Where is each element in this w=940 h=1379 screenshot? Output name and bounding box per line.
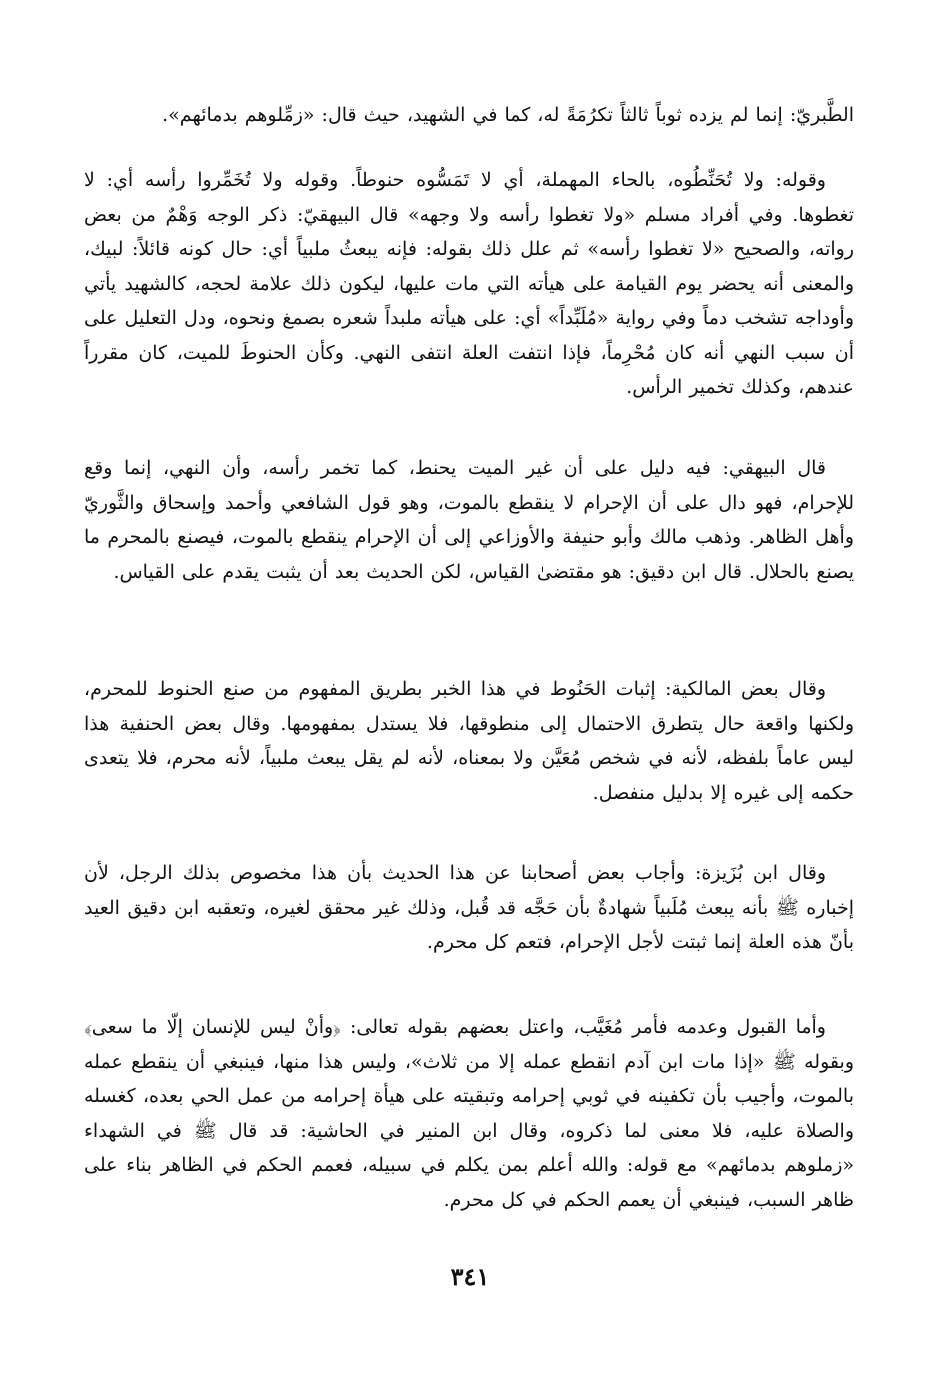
- page-number: ٣٤١: [450, 1262, 490, 1291]
- paragraph-3: قال البيهقي: فيه دليل على أن غير الميت يحنط، كما تخمر رأسه، وأن النهي، إنما وقع للإحرام، فهو دال على أن الإحرام لا ينقطع بالموت، وهو قول الشافعي وأحمد وإسحاق والثَّوريّ وأهل الظاهر. وذهب مالك وأبو حنيفة والأوزاعي إلى أن الإحرام ينقطع بالموت، فيصنع بالمحرم ما يصنع بالحلال. قال ابن دقيق: هو مقتضىٰ القياس، لكن الحديث بعد أن يثبت يقدم على القياس.: [84, 457, 854, 583]
- paragraph-5: وقال ابن بُزَيزة: وأجاب بعض أصحابنا عن هذا الحديث بأن هذا مخصوص بذلك الرجل، لأن إخباره ﷺ بأنه يبعث مُلَبياً شهادةٌ بأن حَجَّه قد قُبل، وذلك غير محقق لغيره، وتعقبه ابن دقيق العيد بأنّ هذه العلة إنما ثبتت لأجل الإحرام، فتعم كل محرم.: [84, 862, 854, 953]
- paragraph-1: الطَّبريّ: إنما لم يزده ثوباً ثالثاً تكرُمَةً له، كما في الشهيد، حيث قال: «زمِّلوهم بدمائهم».: [162, 104, 854, 126]
- paragraph-2: وقوله: ولا تُحَنِّطُوه، بالحاء المهملة، أي لا تَمَسُّوه حنوطاً. وقوله ولا تُخَمِّروا رأسه أي: لا تغطوها. وفي أفراد مسلم «ولا تغطوا رأسه ولا وجهه» قال البيهقيّ: ذكر الوجه وَهْمٌ من بعض رواته، والصحيح «لا تغطوا رأسه» ثم علل ذلك بقوله: فإنه يبعثُ ملبياً أي: حال كونه قائلاً: لبيك، والمعنى أنه يحضر يوم القيامة على هيأته التي مات عليها، ليكون ذلك علامة لحجه، كالشهيد يأتي وأوداجه تشخب دماً وفي رواية «مُلَبِّداً» أي: على هيأته ملبداً شعره بصمغ ونحوه، ودل التعليل على أن سبب النهي أنه كان مُحْرِماً، فإذا انتفت العلة انتفى النهي. وكأن الحنوطَ للميت، كان مقرراً عندهم، وكذلك تخمير الرأس.: [84, 169, 854, 398]
- paragraph-4: وقال بعض المالكية: إثبات الحَنُوط في هذا الخبر بطريق المفهوم من صنع الحنوط للمحرم، ولكنها واقعة حال يتطرق الاحتمال إلى منطوقها، فلا يستدل بمفهومها. وقال بعض الحنفية هذا ليس عاماً بلفظه، لأنه في شخص مُعَيَّن ولا بمعناه، لأنه لم يقل يبعث ملبياً، لأنه محرم، فلا يتعدى حكمه إلى غيره إلا بدليل منفصل.: [84, 678, 854, 804]
- paragraph-6: وأما القبول وعدمه فأمر مُغَيَّب، واعتل بعضهم بقوله تعالى: ﴿وأنْ ليس للإنسان إلّا ما سعى﴾ وبقوله ﷺ «إذا مات ابن آدم انقطع عمله إلا من ثلاث»، وليس هذا منها، فينبغي أن ينقطع عمله بالموت، وأجيب بأن تكفينه في ثوبي إحرامه وتبقيته على هيأة إحرامه من عمل الحي بعده، كغسله والصلاة عليه، فلا معنى لما ذكروه، وقال ابن المنير في الحاشية: قد قال ﷺ في الشهداء «زملوهم بدمائهم» مع قوله: والله أعلم بمن يكلم في سبيله، فعمم الحكم في الظاهر بناء على ظاهر السبب، فينبغي أن يعمم الحكم في كل محرم.: [84, 1016, 854, 1211]
